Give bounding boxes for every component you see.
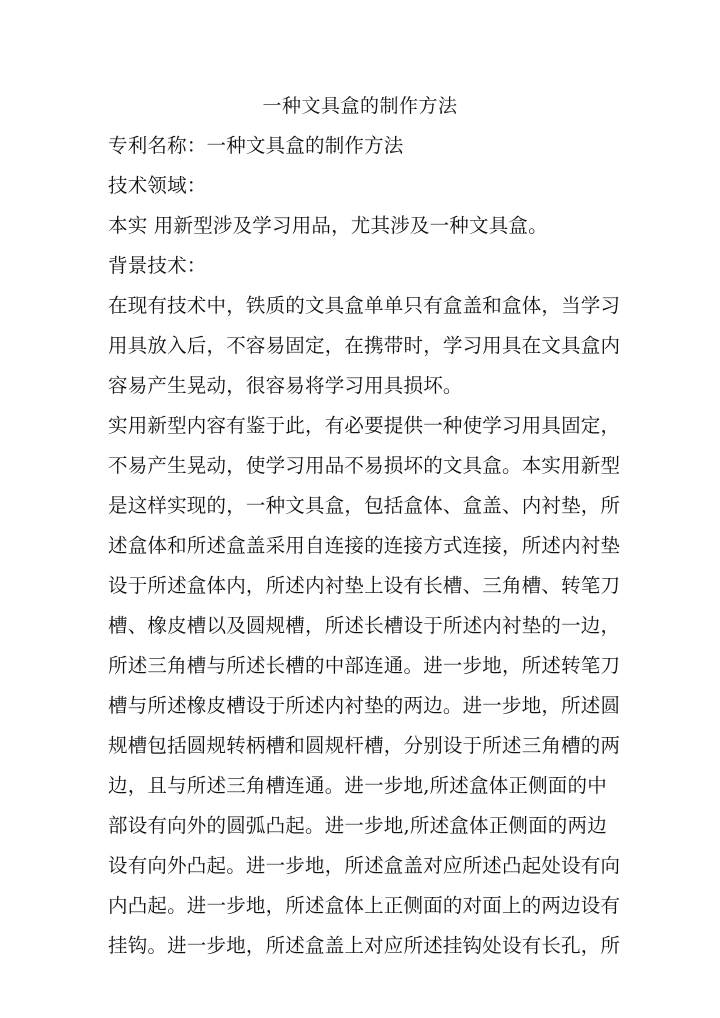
text-line: 容易产生晃动，很容易将学习用具损坏。: [108, 374, 463, 397]
text-line: 背景技术：: [108, 254, 207, 277]
document-body: [108, 126, 628, 966]
text-line: 槽、橡皮槽以及圆规槽，所述长槽设于所述内衬垫的一边，: [108, 614, 621, 637]
text-line: 部设有向外的圆弧凸起。进一步地,所述盒体正侧面的两边: [108, 814, 607, 837]
text-line: 槽与所述橡皮槽设于所述内衬垫的两边。进一步地，所述圆: [108, 694, 621, 717]
text-line: 设于所述盒体内，所述内衬垫上设有长槽、三角槽、转笔刀: [108, 574, 621, 597]
text-line: 设有向外凸起。进一步地，所述盒盖对应所述凸起处设有向: [108, 854, 621, 877]
text-line: 专利名称：一种文具盒的制作方法: [108, 134, 404, 157]
text-line: 用具放入后，不容易固定，在携带时，学习用具在文具盒内: [108, 334, 621, 357]
text-line: 内凸起。进一步地，所述盒体上正侧面的对面上的两边设有: [108, 894, 621, 917]
text-line: 本实 用新型涉及学习用品，尤其涉及一种文具盒。: [108, 214, 548, 237]
text-line: 是这样实现的，一种文具盒，包括盒体、盒盖、内衬垫，所: [108, 494, 621, 517]
text-line: 挂钩。进一步地，所述盒盖上对应所述挂钩处设有长孔，所: [108, 934, 621, 957]
text-line: 述盒体和所述盒盖采用自连接的连接方式连接，所述内衬垫: [108, 534, 621, 557]
text-line: 边，且与所述三角槽连通。进一步地,所述盒体正侧面的中: [108, 774, 607, 797]
text-line: 在现有技术中，铁质的文具盒单单只有盒盖和盒体，当学习: [108, 294, 621, 317]
text-line: 技术领域：: [108, 174, 207, 197]
text-line: 规槽包括圆规转柄槽和圆规杆槽，分别设于所述三角槽的两: [108, 734, 621, 757]
document-title: 一种文具盒的制作方法: [262, 95, 458, 117]
text-line: 所述三角槽与所述长槽的中部连通。进一步地，所述转笔刀: [108, 654, 621, 677]
text-line: 不易产生晃动，使学习用品不易损坏的文具盒。本实用新型: [108, 454, 621, 477]
text-line: 实用新型内容有鉴于此，有必要提供一种使学习用具固定，: [108, 414, 621, 437]
